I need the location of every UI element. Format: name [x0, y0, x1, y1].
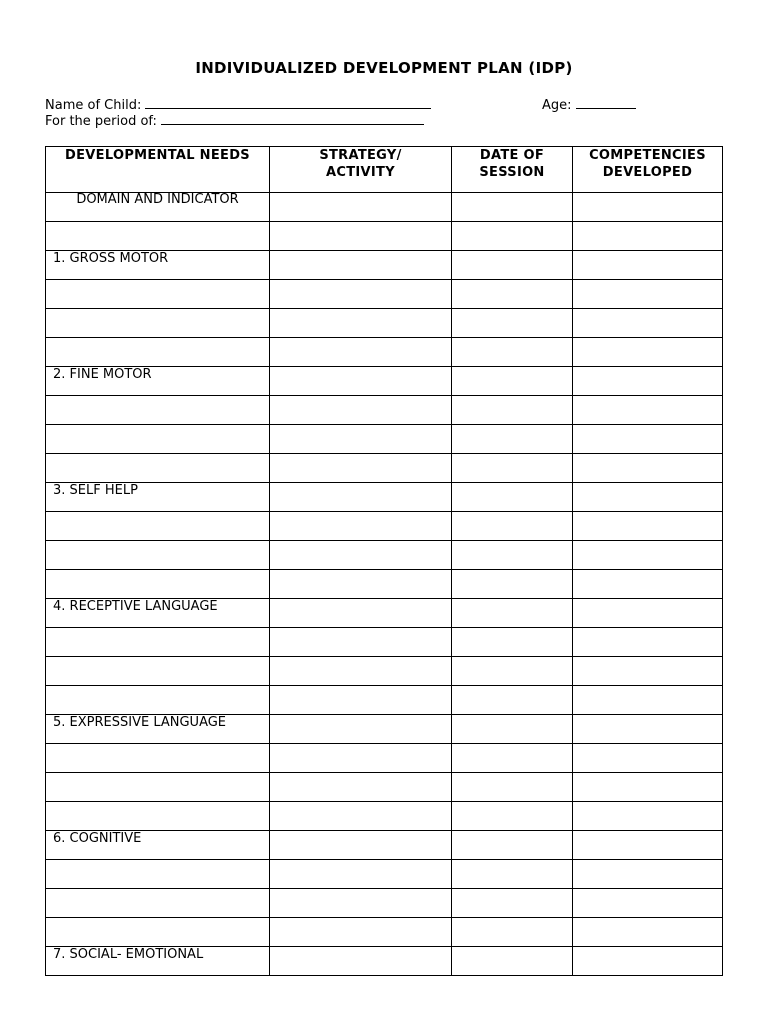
domain-label — [46, 918, 269, 919]
table-row — [46, 454, 723, 483]
domain-label — [46, 889, 269, 890]
competencies-developed-cell[interactable] — [573, 773, 723, 802]
strategy-activity-cell[interactable] — [270, 280, 452, 309]
competencies-developed-cell[interactable] — [573, 512, 723, 541]
competencies-developed-cell[interactable] — [573, 947, 723, 976]
strategy-activity-cell[interactable] — [270, 744, 452, 773]
date-of-session-cell[interactable] — [452, 657, 573, 686]
age-label: Age: — [542, 98, 572, 113]
date-of-session-cell[interactable] — [452, 831, 573, 860]
table-row — [46, 889, 723, 918]
competencies-developed-cell[interactable] — [573, 454, 723, 483]
developmental-needs-cell[interactable] — [46, 599, 270, 628]
developmental-needs-cell[interactable] — [46, 889, 270, 918]
competencies-developed-cell[interactable] — [573, 193, 723, 222]
strategy-activity-cell[interactable] — [270, 396, 452, 425]
name-of-child-blank[interactable] — [145, 96, 431, 109]
competencies-developed-cell[interactable] — [573, 396, 723, 425]
date-of-session-cell[interactable] — [452, 860, 573, 889]
table-row — [46, 918, 723, 947]
table-row — [46, 193, 723, 222]
developmental-needs-cell[interactable] — [46, 367, 270, 396]
table-row — [46, 628, 723, 657]
period-field — [45, 112, 424, 129]
strategy-activity-cell[interactable] — [270, 222, 452, 251]
domain-label: 6. COGNITIVE — [53, 831, 142, 846]
strategy-activity-cell[interactable] — [270, 454, 452, 483]
competencies-developed-cell[interactable] — [573, 715, 723, 744]
strategy-activity-cell[interactable] — [270, 483, 452, 512]
name-of-child-field — [45, 96, 431, 113]
strategy-activity-cell[interactable] — [270, 802, 452, 831]
developmental-needs-cell[interactable] — [46, 947, 270, 976]
domain-label: 4. RECEPTIVE LANGUAGE — [53, 599, 218, 614]
competencies-developed-cell[interactable] — [573, 541, 723, 570]
developmental-needs-cell[interactable] — [46, 657, 270, 686]
table-row — [46, 367, 723, 396]
competencies-developed-cell[interactable] — [573, 889, 723, 918]
table-header-row — [46, 147, 723, 193]
table-row — [46, 483, 723, 512]
table-row — [46, 280, 723, 309]
competencies-developed-cell[interactable] — [573, 367, 723, 396]
competencies-developed-cell[interactable] — [573, 309, 723, 338]
table-row — [46, 512, 723, 541]
competencies-developed-cell[interactable] — [573, 425, 723, 454]
domain-label — [46, 396, 269, 397]
age-blank[interactable] — [576, 96, 636, 109]
date-of-session-cell[interactable] — [452, 251, 573, 280]
table-row — [46, 657, 723, 686]
strategy-activity-cell[interactable] — [270, 947, 452, 976]
domain-label — [46, 541, 269, 542]
table-row — [46, 222, 723, 251]
competencies-developed-cell[interactable] — [573, 222, 723, 251]
strategy-activity-cell[interactable] — [270, 918, 452, 947]
domain-label — [46, 425, 269, 426]
domain-label — [46, 309, 269, 310]
developmental-needs-cell[interactable] — [46, 309, 270, 338]
strategy-activity-cell[interactable] — [270, 251, 452, 280]
domain-label — [46, 338, 269, 339]
strategy-activity-cell[interactable] — [270, 193, 452, 222]
table-row — [46, 570, 723, 599]
developmental-needs-cell[interactable] — [46, 918, 270, 947]
strategy-activity-cell[interactable] — [270, 860, 452, 889]
developmental-needs-cell[interactable] — [46, 628, 270, 657]
date-of-session-cell[interactable] — [452, 744, 573, 773]
competencies-developed-cell[interactable] — [573, 744, 723, 773]
date-of-session-cell[interactable] — [452, 193, 573, 222]
strategy-activity-cell[interactable] — [270, 425, 452, 454]
strategy-activity-cell[interactable] — [270, 338, 452, 367]
developmental-needs-cell[interactable] — [46, 773, 270, 802]
date-of-session-cell[interactable] — [452, 541, 573, 570]
age-field — [542, 96, 636, 113]
date-of-session-cell[interactable] — [452, 454, 573, 483]
domain-label: 3. SELF HELP — [53, 483, 138, 498]
table-row — [46, 686, 723, 715]
domain-label — [46, 512, 269, 513]
date-of-session-cell[interactable] — [452, 280, 573, 309]
strategy-activity-cell[interactable] — [270, 657, 452, 686]
domain-label: 5. EXPRESSIVE LANGUAGE — [53, 715, 227, 730]
document-title: INDIVIDUALIZED DEVELOPMENT PLAN (IDP) — [195, 59, 573, 77]
domain-label — [46, 222, 269, 223]
table-row — [46, 860, 723, 889]
developmental-needs-cell[interactable] — [46, 860, 270, 889]
domain-label — [46, 628, 269, 629]
table-row — [46, 425, 723, 454]
developmental-needs-cell[interactable] — [46, 425, 270, 454]
competencies-developed-cell[interactable] — [573, 918, 723, 947]
date-of-session-cell[interactable] — [452, 570, 573, 599]
date-of-session-cell[interactable] — [452, 338, 573, 367]
developmental-needs-cell[interactable] — [46, 541, 270, 570]
competencies-developed-cell[interactable] — [573, 251, 723, 280]
period-label: For the period of: — [45, 114, 157, 129]
date-of-session-cell[interactable] — [452, 715, 573, 744]
header-developmental-needs: DEVELOPMENTAL NEEDS — [46, 147, 270, 193]
domain-label — [46, 802, 269, 803]
competencies-developed-cell[interactable] — [573, 570, 723, 599]
date-of-session-cell[interactable] — [452, 802, 573, 831]
strategy-activity-cell[interactable] — [270, 628, 452, 657]
domain-label — [46, 686, 269, 687]
header-date-of-session: DATE OF SESSION — [452, 147, 573, 193]
domain-label — [46, 454, 269, 455]
period-blank[interactable] — [161, 112, 424, 125]
strategy-activity-cell[interactable] — [270, 570, 452, 599]
domain-label: 2. FINE MOTOR — [53, 367, 152, 382]
table-row — [46, 309, 723, 338]
date-of-session-cell[interactable] — [452, 483, 573, 512]
domain-label — [46, 860, 269, 861]
name-of-child-label: Name of Child: — [45, 98, 142, 113]
developmental-needs-cell[interactable] — [46, 744, 270, 773]
domain-label — [46, 744, 269, 745]
table-row — [46, 715, 723, 744]
date-of-session-cell[interactable] — [452, 512, 573, 541]
strategy-activity-cell[interactable] — [270, 512, 452, 541]
strategy-activity-cell[interactable] — [270, 599, 452, 628]
developmental-needs-cell[interactable] — [46, 454, 270, 483]
strategy-activity-cell[interactable] — [270, 686, 452, 715]
developmental-needs-cell[interactable] — [46, 280, 270, 309]
table-row — [46, 396, 723, 425]
date-of-session-cell[interactable] — [452, 425, 573, 454]
date-of-session-cell[interactable] — [452, 367, 573, 396]
date-of-session-cell[interactable] — [452, 918, 573, 947]
developmental-needs-cell[interactable] — [46, 686, 270, 715]
strategy-activity-cell[interactable] — [270, 831, 452, 860]
date-of-session-cell[interactable] — [452, 396, 573, 425]
developmental-needs-cell[interactable] — [46, 193, 270, 222]
developmental-needs-cell[interactable] — [46, 715, 270, 744]
competencies-developed-cell[interactable] — [573, 686, 723, 715]
domain-label — [46, 657, 269, 658]
developmental-needs-cell[interactable] — [46, 570, 270, 599]
developmental-needs-cell[interactable] — [46, 512, 270, 541]
competencies-developed-cell[interactable] — [573, 657, 723, 686]
competencies-developed-cell[interactable] — [573, 599, 723, 628]
table-row — [46, 541, 723, 570]
date-of-session-cell[interactable] — [452, 947, 573, 976]
strategy-activity-cell[interactable] — [270, 367, 452, 396]
table-row — [46, 773, 723, 802]
table-row — [46, 831, 723, 860]
developmental-needs-cell[interactable] — [46, 802, 270, 831]
date-of-session-cell[interactable] — [452, 889, 573, 918]
developmental-needs-cell[interactable] — [46, 396, 270, 425]
domain-label — [46, 773, 269, 774]
domain-label — [46, 570, 269, 571]
domain-label — [46, 280, 269, 281]
developmental-needs-cell[interactable] — [46, 251, 270, 280]
domain-label: 7. SOCIAL- EMOTIONAL — [53, 947, 204, 962]
strategy-activity-cell[interactable] — [270, 715, 452, 744]
domain-label: 1. GROSS MOTOR — [53, 251, 169, 266]
strategy-activity-cell[interactable] — [270, 773, 452, 802]
developmental-needs-cell[interactable] — [46, 338, 270, 367]
table-row — [46, 251, 723, 280]
table-row — [46, 744, 723, 773]
table-row — [46, 802, 723, 831]
date-of-session-cell[interactable] — [452, 686, 573, 715]
date-of-session-cell[interactable] — [452, 309, 573, 338]
competencies-developed-cell[interactable] — [573, 831, 723, 860]
table-row — [46, 599, 723, 628]
idp-table — [45, 146, 723, 976]
strategy-activity-cell[interactable] — [270, 541, 452, 570]
competencies-developed-cell[interactable] — [573, 338, 723, 367]
header-competencies-developed: COMPETENCIES DEVELOPED — [573, 147, 723, 193]
competencies-developed-cell[interactable] — [573, 628, 723, 657]
developmental-needs-cell[interactable] — [46, 222, 270, 251]
date-of-session-cell[interactable] — [452, 599, 573, 628]
competencies-developed-cell[interactable] — [573, 280, 723, 309]
table-body — [46, 193, 723, 976]
table-row — [46, 338, 723, 367]
date-of-session-cell[interactable] — [452, 222, 573, 251]
header-strategy-activity: STRATEGY/ ACTIVITY — [270, 147, 452, 193]
competencies-developed-cell[interactable] — [573, 483, 723, 512]
date-of-session-cell[interactable] — [452, 628, 573, 657]
developmental-needs-cell[interactable] — [46, 483, 270, 512]
date-of-session-cell[interactable] — [452, 773, 573, 802]
competencies-developed-cell[interactable] — [573, 802, 723, 831]
table-row — [46, 947, 723, 976]
domain-indicator-label: DOMAIN AND INDICATOR — [76, 192, 239, 207]
strategy-activity-cell[interactable] — [270, 889, 452, 918]
strategy-activity-cell[interactable] — [270, 309, 452, 338]
competencies-developed-cell[interactable] — [573, 860, 723, 889]
developmental-needs-cell[interactable] — [46, 831, 270, 860]
